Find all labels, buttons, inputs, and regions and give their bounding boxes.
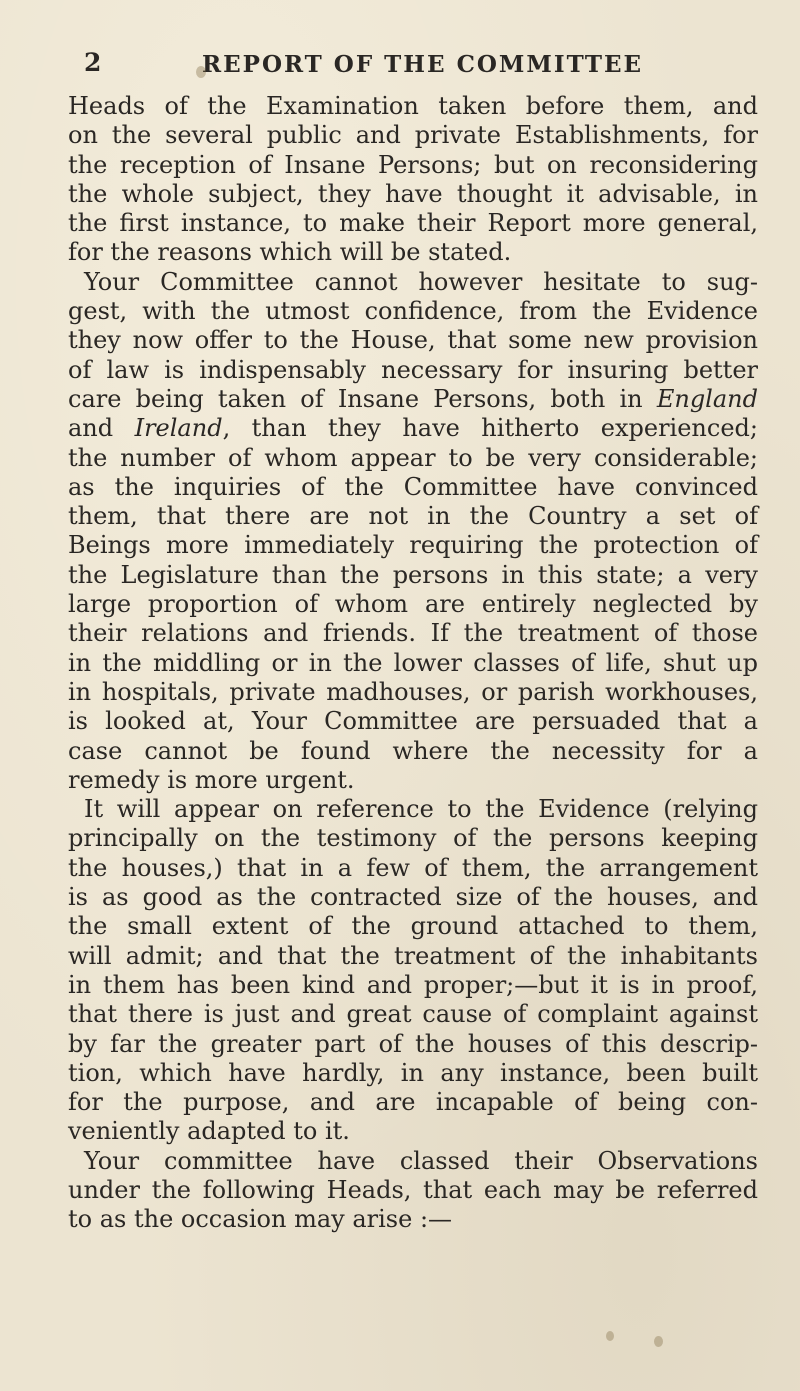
paragraph-4	[68, 1147, 758, 1235]
text-line: by far the greater part of the houses of this descrip-	[68, 1029, 758, 1058]
text-line: the houses,) that in a few of them, the arrangement	[68, 853, 758, 882]
ink-blot	[654, 1336, 663, 1347]
place-name: Ireland	[134, 414, 223, 443]
text-line: in hospitals, private madhouses, or parish workhouses,	[68, 677, 758, 706]
text-line: the first instance, to make their Report more general,	[68, 209, 758, 238]
text-line: as the inquiries of the Committee have convinced	[68, 472, 758, 501]
text-line: case cannot be found where the necessity for a	[68, 736, 758, 765]
text-line: of law is indispensably necessary for insuring better	[68, 355, 758, 384]
text-line: gest, with the utmost confidence, from the Evidence	[68, 297, 758, 326]
place-name: England	[656, 384, 758, 413]
paragraph-1	[68, 92, 758, 268]
text-line: Your Committee cannot however hesitate to sug-	[84, 267, 758, 296]
text-line: in the middling or in the lower classes of life, shut up	[68, 648, 758, 677]
text-line: remedy is more urgent.	[68, 765, 355, 794]
page-number: 2	[84, 48, 102, 77]
text-line: veniently adapted to it.	[68, 1117, 350, 1146]
text-line: principally on the testimony of the persons keeping	[68, 824, 758, 853]
text-line: is as good as the contracted size of the houses, and	[68, 883, 758, 912]
running-head: REPORT OF THE COMMITTEE	[202, 51, 644, 78]
text-line: the reception of Insane Persons; but on reconsidering	[68, 150, 758, 179]
text-line: on the several public and private Establishments, for	[68, 121, 758, 150]
text-line: care being taken of Insane Persons, both in England	[68, 384, 758, 413]
text-line: Heads of the Examination taken before them, and	[68, 92, 758, 120]
text-line: under the following Heads, that each may be referred	[68, 1175, 758, 1204]
text-line: is looked at, Your Committee are persuaded that a	[68, 707, 758, 736]
text-line: for the purpose, and are incapable of being con-	[68, 1088, 758, 1117]
text-line: the Legislature than the persons in this state; a very	[68, 560, 758, 589]
text-line: their relations and friends. If the treatment of those	[68, 619, 758, 648]
text-line: to as the occasion may arise :—	[68, 1205, 453, 1234]
text-line: in them has been kind and proper;—but it is in proof,	[68, 970, 758, 999]
text-line: they now offer to the House, that some new provision	[68, 326, 758, 355]
page-header	[84, 48, 748, 88]
text-line: that there is just and great cause of complaint against	[68, 1000, 758, 1029]
text-line: large proportion of whom are entirely neglected by	[68, 590, 758, 619]
text-line: the whole subject, they have thought it advisable, in	[68, 179, 758, 208]
text-line: for the reasons which will be stated.	[68, 238, 512, 267]
paragraph-2	[68, 268, 758, 795]
text-line: It will appear on reference to the Evidence (relying	[84, 795, 758, 824]
text-line: will admit; and that the treatment of the inhabitants	[68, 941, 758, 970]
text-line: tion, which have hardly, in any instance, been built	[68, 1058, 758, 1087]
body-text	[68, 92, 758, 1235]
ink-blot	[606, 1331, 614, 1341]
text-line: the small extent of the ground attached to them,	[68, 912, 758, 941]
text-line: and Ireland, than they have hitherto experienced;	[68, 414, 758, 443]
text-line: Your committee have classed their Observations	[84, 1146, 758, 1175]
text-line: the number of whom appear to be very considerable;	[68, 443, 758, 472]
text-line: them, that there are not in the Country a set of	[68, 502, 758, 531]
ink-blot	[196, 66, 206, 78]
paragraph-3	[68, 795, 758, 1147]
text-line: Beings more immediately requiring the protection of	[68, 531, 758, 560]
